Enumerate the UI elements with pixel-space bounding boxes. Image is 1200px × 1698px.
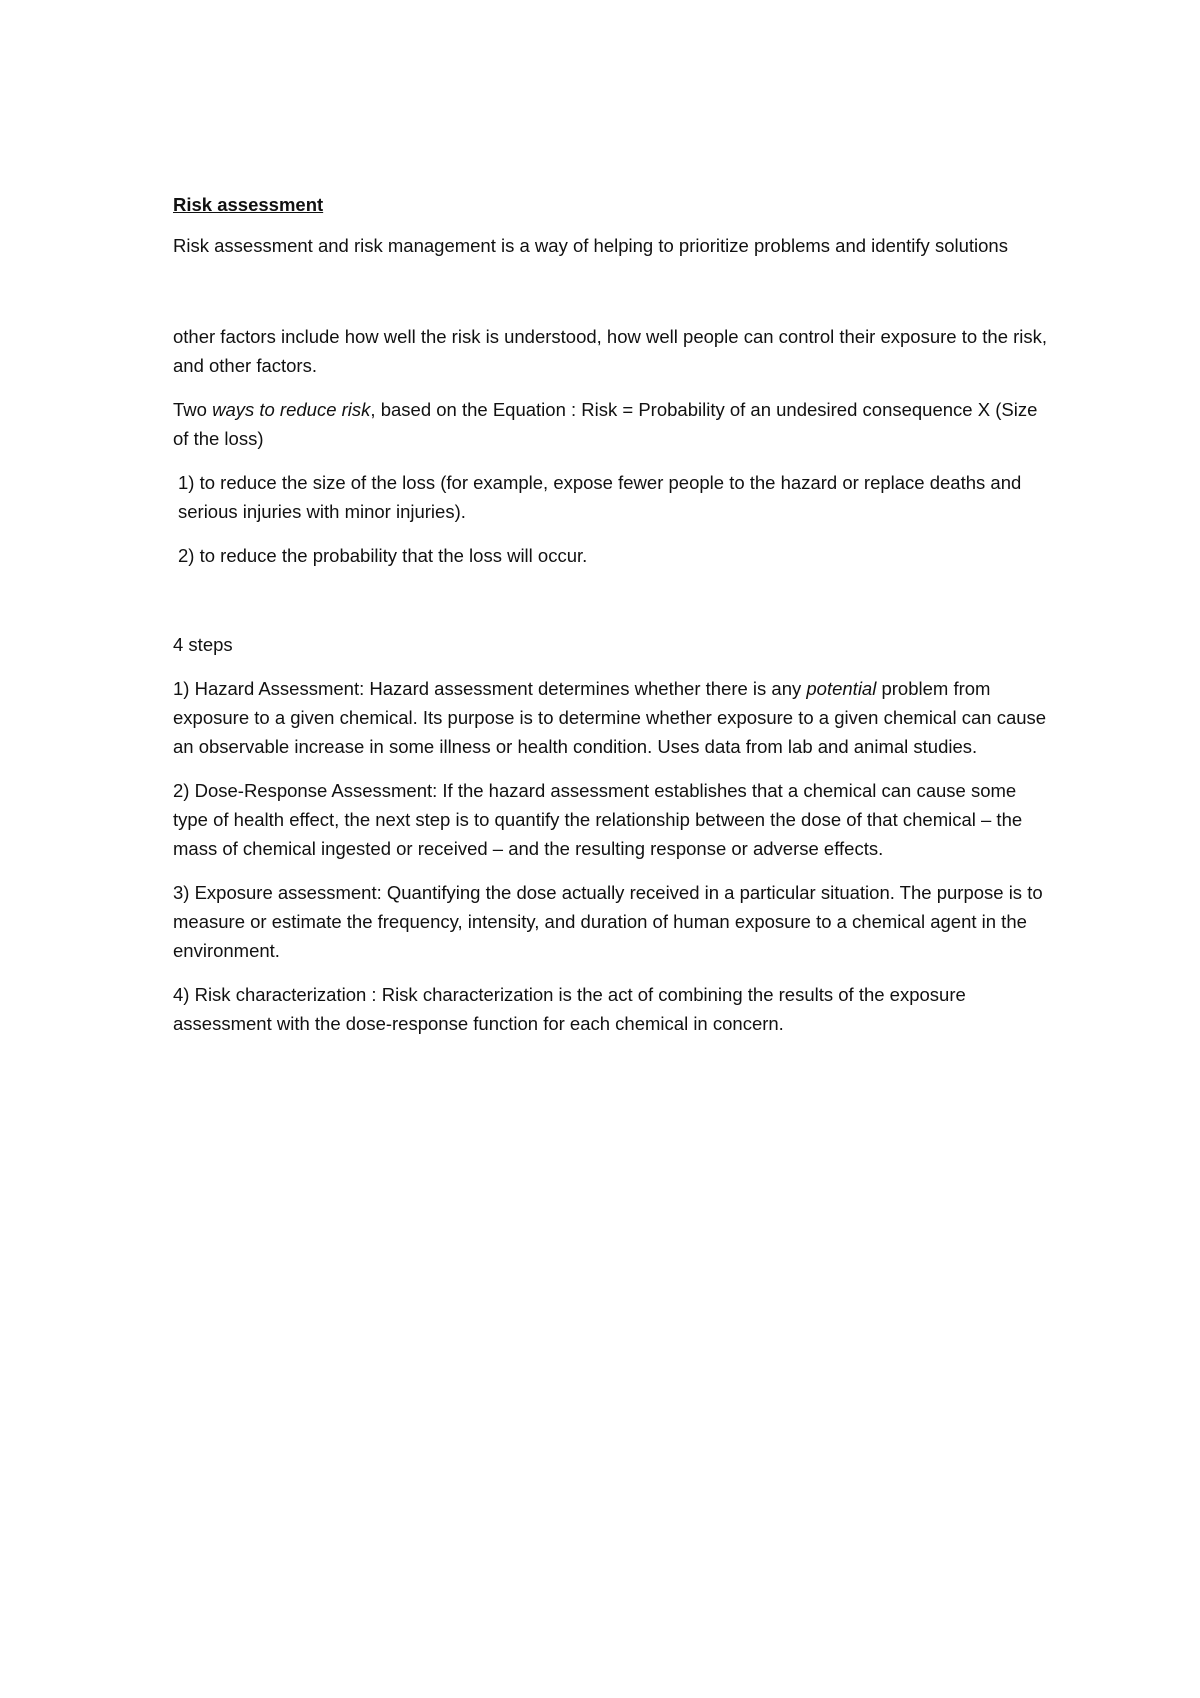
ways-suffix: , based on the Equation : Risk = Probability of an undesired consequence X (Size of the loss) bbox=[173, 399, 1038, 449]
step-1-emphasis: potential bbox=[806, 678, 877, 699]
step-1-prefix: 1) Hazard Assessment: Hazard assessment determines whether there is any bbox=[173, 678, 807, 699]
step-2-paragraph: 2) Dose-Response Assessment: If the hazard assessment establishes that a chemical can cause some type of health effect, the next step is to quantify the relationship between the dose of that chemical – the mass of chemical ingested or received – and the resulting response or adverse effects. bbox=[173, 780, 1023, 859]
way-2-paragraph: 2) to reduce the probability that the loss will occur. bbox=[178, 545, 588, 566]
step-4-paragraph: 4) Risk characterization : Risk characterization is the act of combining the results of the exposure assessment with the dose-response function for each chemical in concern. bbox=[173, 984, 966, 1034]
step-3-paragraph: 3) Exposure assessment: Quantifying the dose actually received in a particular situation. The purpose is to measure or estimate the frequency, intensity, and duration of human exposure to a chemical agent in the environment. bbox=[173, 882, 1043, 961]
way-1-paragraph: 1) to reduce the size of the loss (for example, expose fewer people to the hazard or replace deaths and serious injuries with minor injuries). bbox=[178, 472, 1022, 522]
document-title: Risk assessment bbox=[173, 194, 324, 215]
intro-paragraph: Risk assessment and risk management is a way of helping to prioritize problems and identify solutions bbox=[173, 235, 1008, 256]
ways-to-reduce-risk-paragraph bbox=[173, 395, 1053, 453]
document-body bbox=[173, 190, 1053, 1053]
step-1-suffix: problem from exposure to a given chemical. Its purpose is to determine whether exposure to a given chemical can cause an observable increase in some illness or health condition. Uses data from lab and animal studies. bbox=[173, 678, 1047, 757]
other-factors-paragraph: other factors include how well the risk is understood, how well people can control their exposure to the risk, and other factors. bbox=[173, 326, 1048, 376]
ways-emphasis: ways to reduce risk bbox=[212, 399, 371, 420]
steps-heading: 4 steps bbox=[173, 634, 233, 655]
ways-prefix: Two bbox=[173, 399, 213, 420]
step-1-paragraph bbox=[173, 674, 1053, 761]
